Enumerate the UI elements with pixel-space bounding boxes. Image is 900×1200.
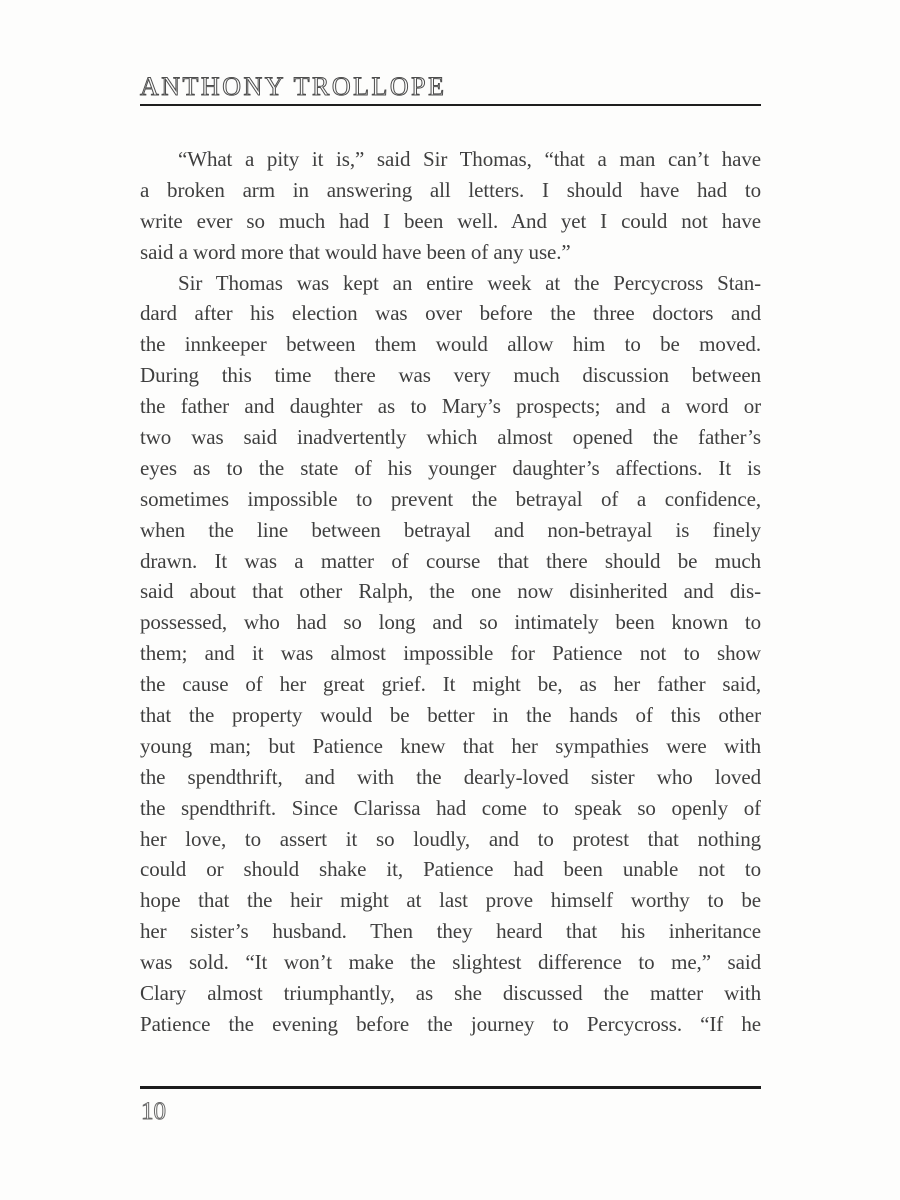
text-line: her love, to assert it so loudly, and to protest that nothing <box>140 826 761 851</box>
text-line: the innkeeper between them would allow him to be moved. <box>140 332 761 357</box>
text-line: the cause of her great grief. It might be, as her father said, <box>140 672 761 697</box>
text-line: was sold. “It won’t make the slightest difference to me,” said <box>140 950 761 975</box>
text-line: dard after his election was over before the three doctors and <box>140 301 761 326</box>
text-line: said about that other Ralph, the one now disinherited and dis- <box>140 579 761 604</box>
text-line: that the property would be better in the hands of this other <box>140 703 761 728</box>
page-number: 10 <box>141 1098 166 1125</box>
text-line: Clary almost triumphantly, as she discussed the matter with <box>140 981 761 1006</box>
page-body-text <box>140 144 761 1040</box>
text-line: her sister’s husband. Then they heard that his inheritance <box>140 919 761 944</box>
text-line: possessed, who had so long and so intimately been known to <box>140 610 761 635</box>
text-line: During this time there was very much discussion between <box>140 363 761 388</box>
running-header: ANTHONY TROLLOPE <box>140 72 447 101</box>
text-line: write ever so much had I been well. And yet I could not have <box>140 208 761 233</box>
text-line: young man; but Patience knew that her sympathies were with <box>140 733 761 758</box>
text-line: said a word more that would have been of any use.” <box>140 239 571 264</box>
text-line: the father and daughter as to Mary’s prospects; and a word or <box>140 394 761 419</box>
text-line: when the line between betrayal and non-betrayal is finely <box>140 517 761 542</box>
text-line: the spendthrift, and with the dearly-loved sister who loved <box>140 764 761 789</box>
text-line: could or should shake it, Patience had been unable not to <box>140 857 761 882</box>
text-line: a broken arm in answering all letters. I should have had to <box>140 177 761 202</box>
text-line: Patience the evening before the journey to Percycross. “If he <box>140 1011 761 1036</box>
text-line: hope that the heir might at last prove himself worthy to be <box>140 888 761 913</box>
text-line: them; and it was almost impossible for Patience not to show <box>140 641 761 666</box>
text-line: “What a pity it is,” said Sir Thomas, “that a man can’t have <box>178 147 761 171</box>
text-line: drawn. It was a matter of course that there should be much <box>140 548 761 573</box>
text-line: sometimes impossible to prevent the betrayal of a confidence, <box>140 486 761 511</box>
text-line: Sir Thomas was kept an entire week at the Percycross Stan- <box>178 270 761 295</box>
header-rule <box>140 104 761 106</box>
text-line: two was said inadvertently which almost opened the father’s <box>140 425 761 450</box>
footer-rule <box>140 1086 761 1089</box>
text-line: eyes as to the state of his younger daughter’s affections. It is <box>140 455 761 480</box>
text-line: the spendthrift. Since Clarissa had come to speak so openly of <box>140 795 761 820</box>
